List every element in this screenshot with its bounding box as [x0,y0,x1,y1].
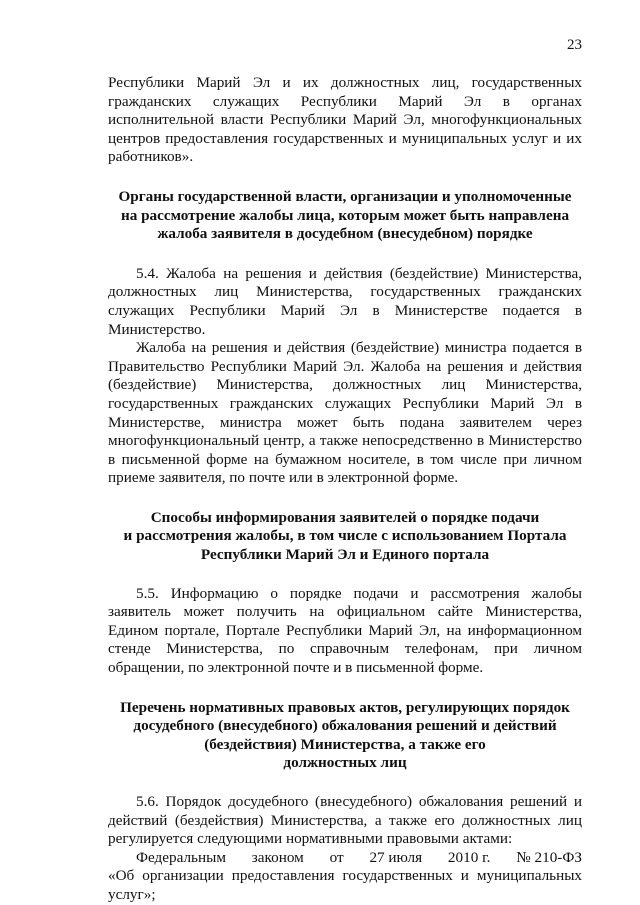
heading-line: Перечень нормативных правовых актов, регулирующих порядок [120,698,570,716]
law-title: «Об организации предоставления государственных и муниципальных услуг»; [108,867,582,903]
section-heading-informing-methods [108,509,582,565]
law-word: законом [251,848,304,866]
paragraph-5-5: 5.5. Информацию о порядке подачи и рассмотрения жалобы заявитель может получить на официальном сайте Министерства, Едином портале, Портале Республики Марий Эл, на информационном стенде Министерства, по справочным телефонам, при личном обращении, по электронной почте и в письменной форме. [108,584,582,677]
law-date: 27 июля [369,848,423,866]
law-word: Федеральным [136,848,226,866]
law-reference-line [108,849,582,868]
heading-line: досудебного (внесудебного) обжалования решений и действий [133,717,557,735]
paragraph-5-4: 5.4. Жалоба на решения и действия (бездействие) Министерства, должностных лиц Министерства, государственных гражданских служащих Республики Марий Эл в Министерстве подается в Министерство. [108,264,582,338]
intro-paragraph: Республики Марий Эл и их должностных лиц, государственных гражданских служащих Республики Марий Эл в органах исполнительной власти Республики Марий Эл, многофункциональных центров предоставления государственных и муниципальных услуг и их работников». [108,74,582,166]
heading-line: (бездействия) Министерства, а также его [204,735,486,753]
heading-line: должностных лиц [283,754,407,772]
page-content [108,74,582,905]
heading-line: жалоба заявителя в досудебном (внесудебном) порядке [157,225,533,243]
heading-line: Способы информирования заявителей о порядке подачи [150,508,540,526]
page-number: 23 [567,37,582,53]
heading-line: на рассмотрение жалобы лица, которым может быть направлена [120,206,570,224]
law-number: № 210-ФЗ [516,848,582,866]
heading-line: Республики Марий Эл и Единого портала [200,546,490,564]
section-heading-complaint-bodies [108,188,582,244]
section-heading-legal-acts [108,699,582,773]
law-year: 2010 г. [447,848,491,866]
law-word: от [329,848,344,866]
paragraph-5-6: 5.6. Порядок досудебного (внесудебного) обжалования решений и действий (бездействия) Министерства, а также его должностных лиц регулируется следующими нормативными правовыми актами: [108,793,582,848]
heading-line: Органы государственной власти, организации и уполномоченные [118,187,572,205]
heading-line: и рассмотрения жалобы, в том числе с использованием Портала [123,527,567,545]
paragraph-complaint-minister: Жалоба на решения и действия (бездействие) министра подается в Правительство Республики Марий Эл. Жалоба на решения и действия (бездействие) Министерства, должностных лиц Министерства, государственных гражданских служащих Республики Марий Эл в Министерстве, министра может быть подана заявителем через многофункциональный центр, а также непосредственно в Министерство в письменной форме на бумажном носителе, в том числе при личном приеме заявителя, по почте или в электронной форме. [108,339,582,487]
